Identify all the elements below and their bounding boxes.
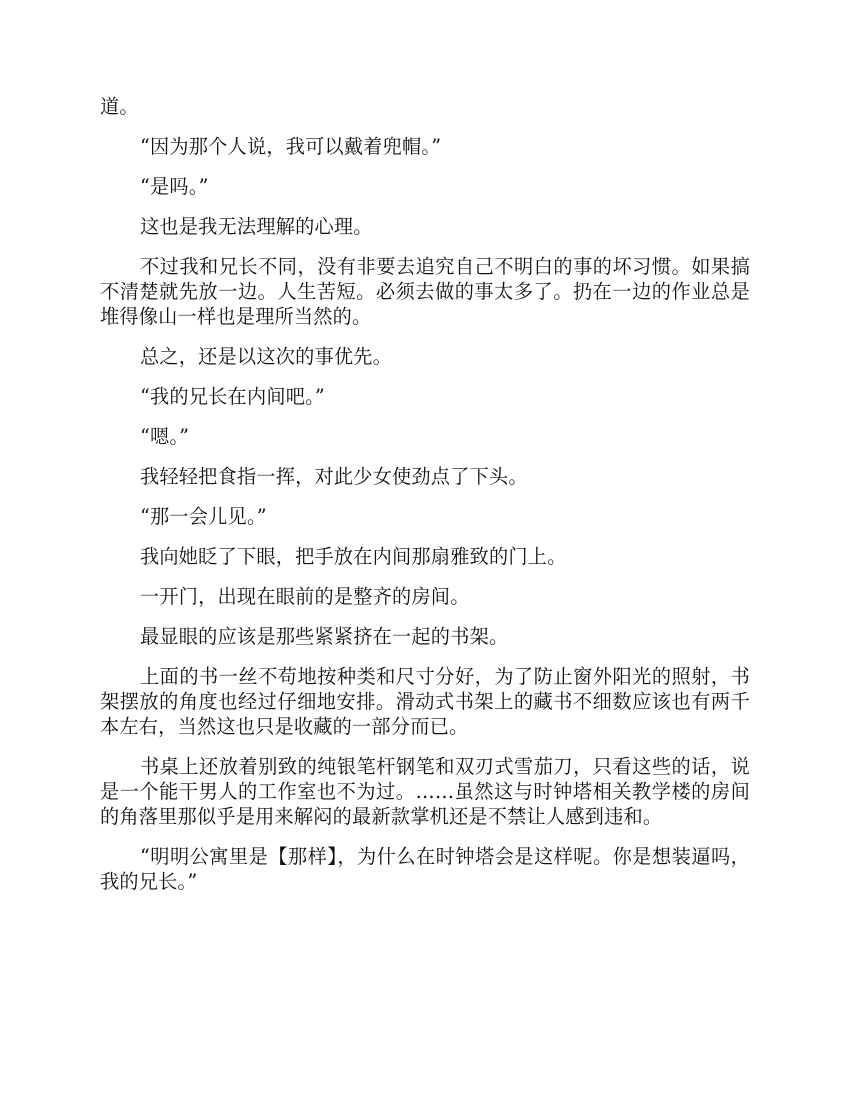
paragraph-dialogue: “那一会儿见。” [140,505,267,528]
paragraph: 我向她眨了下眼，把手放在内间那扇雅致的门上。 [140,545,567,568]
paragraph-dialogue: “嗯。” [140,425,190,448]
paragraph-continuation: 道。 [100,95,139,118]
paragraph-dialogue: “因为那个人说，我可以戴着兜帽。” [140,135,442,158]
paragraph: 上面的书一丝不苟地按种类和尺寸分好，为了防止窗外阳光的照射，书架摆放的角度也经过仔细地安排。滑动式书架上的藏书不细数应该也有两千本左右，当然这也只是收藏的一部分而已。 [100,665,750,738]
paragraph: 一开门，出现在眼前的是整齐的房间。 [140,585,470,608]
paragraph: 这也是我无法理解的心理。 [140,215,373,238]
paragraph: 总之，还是以这次的事优先。 [140,345,393,368]
document-page [100,94,750,909]
paragraph-dialogue: “明明公寓里是【那样】，为什么在时钟塔会是这样呢。你是想装逼吗，我的兄长。” [100,845,750,893]
paragraph: 最显眼的应该是那些紧紧挤在一起的书架。 [140,625,509,648]
paragraph: 不过我和兄长不同，没有非要去追究自己不明白的事的坏习惯。如果搞不清楚就先放一边。人生苦短。必须去做的事太多了。扔在一边的作业总是堆得像山一样也是理所当然的。 [100,255,750,328]
paragraph-dialogue: “是吗。” [140,175,209,198]
paragraph: 书桌上还放着别致的纯银笔杆钢笔和双刃式雪茄刀，只看这些的话，说是一个能干男人的工作室也不为过。……虽然这与时钟塔相关教学楼的房间的角落里那似乎是用来解闷的最新款掌机还是不禁让人感到违和。 [100,755,750,828]
paragraph: 我轻轻把食指一挥，对此少女使劲点了下头。 [140,465,528,488]
paragraph-dialogue: “我的兄长在内间吧。” [140,385,325,408]
